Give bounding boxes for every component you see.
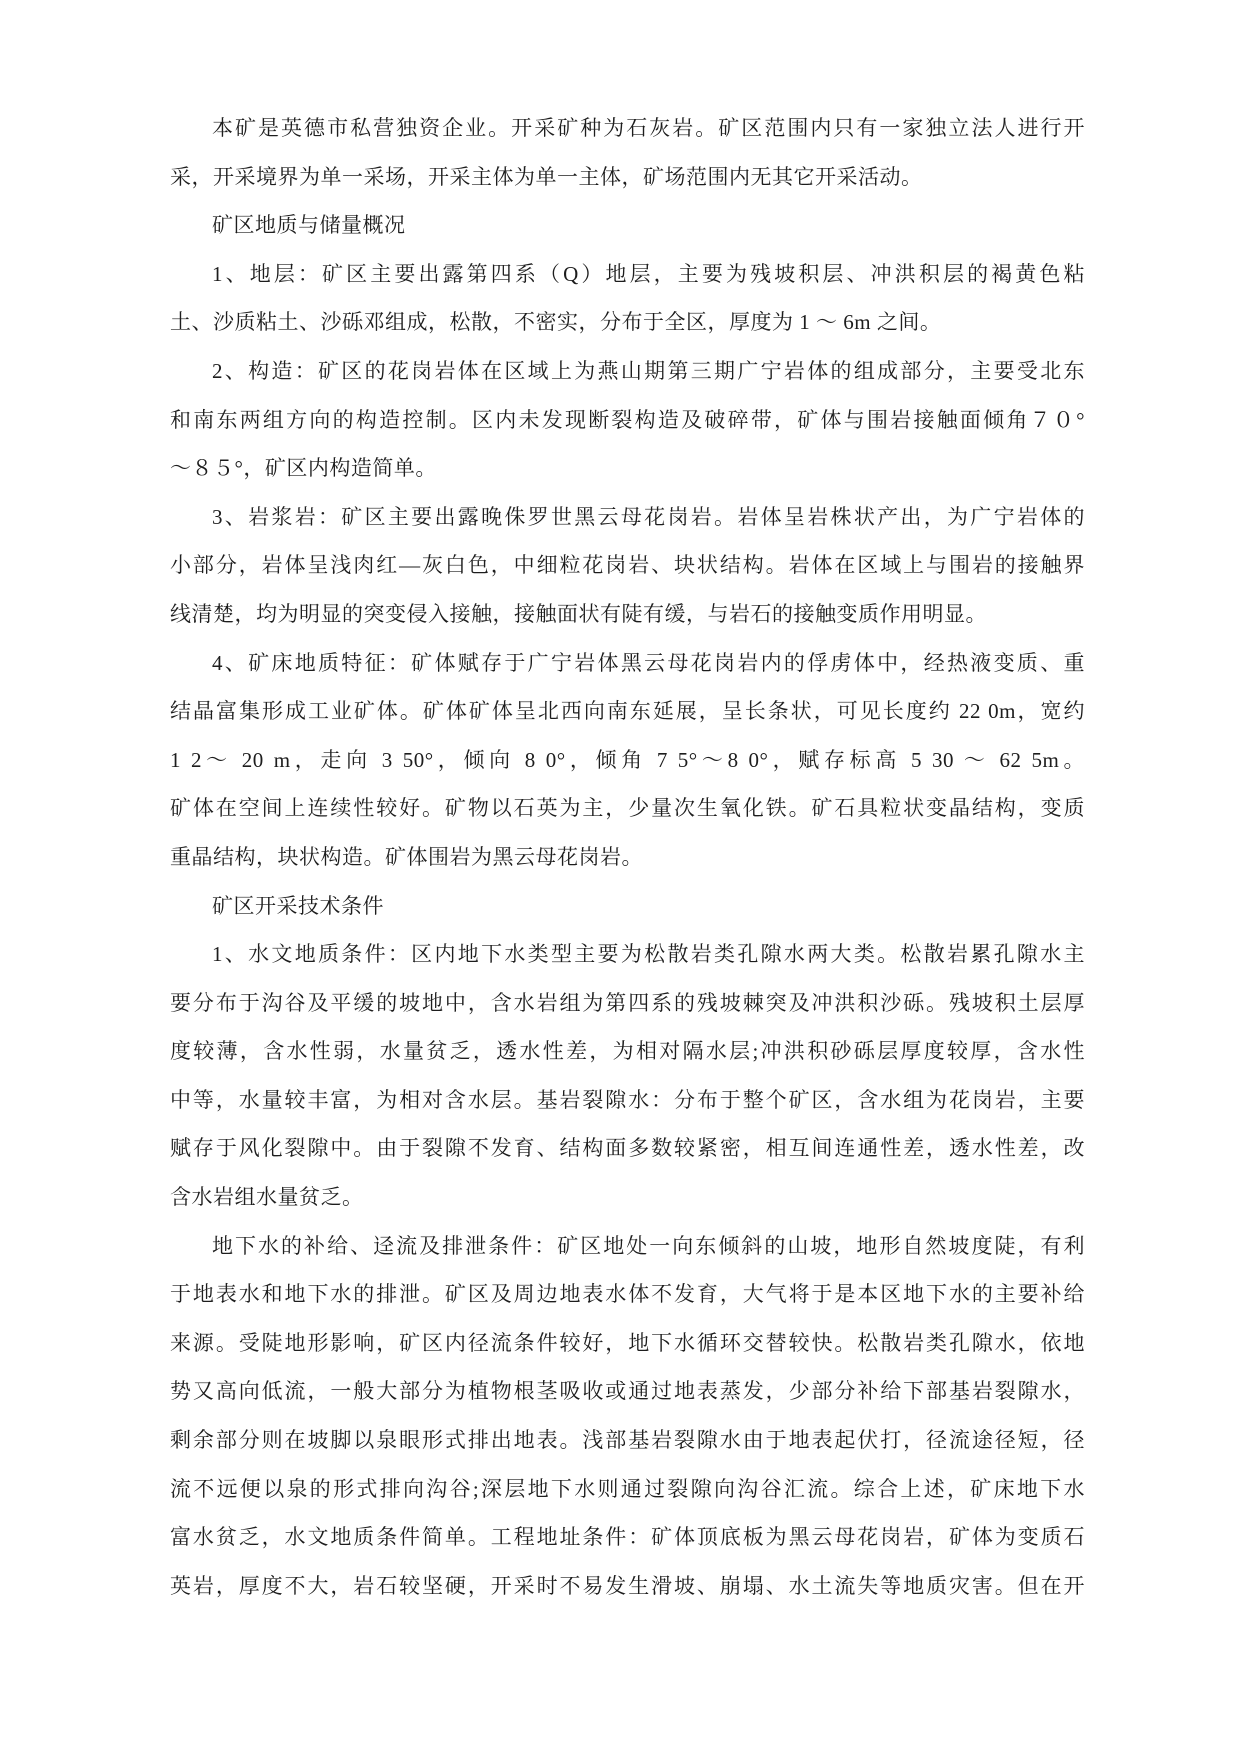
- text-line: 矿体在空间上连续性较好。矿物以石英为主，少量次生氧化铁。矿石具粒状变晶结构，变质: [170, 796, 1085, 821]
- text-line: 3、岩浆岩：矿区主要出露晚侏罗世黑云母花岗岩。岩体呈岩株状产出，为广宁岩体的: [212, 504, 1085, 529]
- text-line: 中等，水量较丰富，为相对含水层。基岩裂隙水：分布于整个矿区，含水组为花岗岩，主要: [170, 1087, 1085, 1112]
- text-line: 土、沙质粘土、沙砾邓组成，松散，不密实，分布于全区，厚度为 1 ～ 6m 之间。: [170, 310, 942, 335]
- text-line: 势又高向低流，一般大部分为植物根茎吸收或通过地表蒸发，少部分补给下部基岩裂隙水，: [170, 1379, 1085, 1404]
- text-line: 2、构造：矿区的花岗岩体在区域上为燕山期第三期广宁岩体的组成部分，主要受北东: [212, 358, 1085, 383]
- text-line: 4、矿床地质特征：矿体赋存于广宁岩体黑云母花岗岩内的俘虏体中，经热液变质、重: [212, 650, 1085, 675]
- text-line: 赋存于风化裂隙中。由于裂隙不发育、结构面多数较紧密，相互间连通性差，透水性差，改: [170, 1136, 1085, 1161]
- text-line: 矿区地质与储量概况: [212, 213, 406, 238]
- text-line: 1、水文地质条件：区内地下水类型主要为松散岩类孔隙水两大类。松散岩累孔隙水主: [212, 942, 1085, 967]
- text-line: 重晶结构，块状构造。矿体围岩为黑云母花岗岩。: [170, 844, 643, 869]
- text-line: 剩余部分则在坡脚以泉眼形式排出地表。浅部基岩裂隙水由于地表起伏打，径流途径短，径: [170, 1428, 1085, 1453]
- text-line: 含水岩组水量贫乏。: [170, 1185, 364, 1210]
- text-line: 矿区开采技术条件: [212, 893, 384, 918]
- text-line: 流不远便以泉的形式排向沟谷;深层地下水则通过裂隙向沟谷汇流。综合上述，矿床地下水: [170, 1476, 1085, 1501]
- text-line: 度较薄，含水性弱，水量贫乏，透水性差，为相对隔水层;冲洪积砂砾层厚度较厚，含水性: [170, 1039, 1085, 1064]
- text-line: 结晶富集形成工业矿体。矿体矿体呈北西向南东延展，呈长条状，可见长度约 22 0m，宽约: [170, 699, 1085, 724]
- document-body: [170, 104, 1085, 1610]
- text-line: 来源。受陡地形影响，矿区内径流条件较好，地下水循环交替较快。松散岩类孔隙水，依地: [170, 1330, 1085, 1355]
- text-line: 于地表水和地下水的排泄。矿区及周边地表水体不发育，大气将于是本区地下水的主要补给: [170, 1282, 1085, 1307]
- text-line: 地下水的补给、迳流及排泄条件：矿区地处一向东倾斜的山坡，地形自然坡度陡，有利: [212, 1233, 1085, 1258]
- text-line: 和南东两组方向的构造控制。区内未发现断裂构造及破碎带，矿体与围岩接触面倾角７０°: [170, 407, 1085, 432]
- text-line: 富水贫乏，水文地质条件简单。工程地址条件：矿体顶底板为黑云母花岗岩，矿体为变质石: [170, 1525, 1085, 1550]
- text-line: 要分布于沟谷及平缓的坡地中，含水岩组为第四系的残坡棘突及冲洪积沙砾。残坡积土层厚: [170, 990, 1085, 1015]
- text-line: 1、地层：矿区主要出露第四系（Q）地层，主要为残坡积层、冲洪积层的褐黄色粘: [212, 261, 1085, 286]
- text-line: 采，开采境界为单一采场，开采主体为单一主体，矿场范围内无其它开采活动。: [170, 164, 923, 189]
- text-line: 小部分，岩体呈浅肉红—灰白色，中细粒花岗岩、块状结构。岩体在区域上与围岩的接触界: [170, 553, 1085, 578]
- text-line: 英岩，厚度不大，岩石较坚硬，开采时不易发生滑坡、崩塌、水土流失等地质灾害。但在开: [170, 1573, 1085, 1598]
- text-line: 1 2～ 20 m，走向 3 50°，倾向 8 0°，倾角 7 5°～8 0°，赋存标高 5 30 ～ 62 5m。: [170, 747, 1085, 772]
- text-line: 本矿是英德市私营独资企业。开采矿种为石灰岩。矿区范围内只有一家独立法人进行开: [212, 116, 1085, 140]
- text-line: 线清楚，均为明显的突变侵入接触，接触面状有陡有缓，与岩石的接触变质作用明显。: [170, 601, 987, 626]
- text-line: ～８５°，矿区内构造简单。: [170, 456, 437, 481]
